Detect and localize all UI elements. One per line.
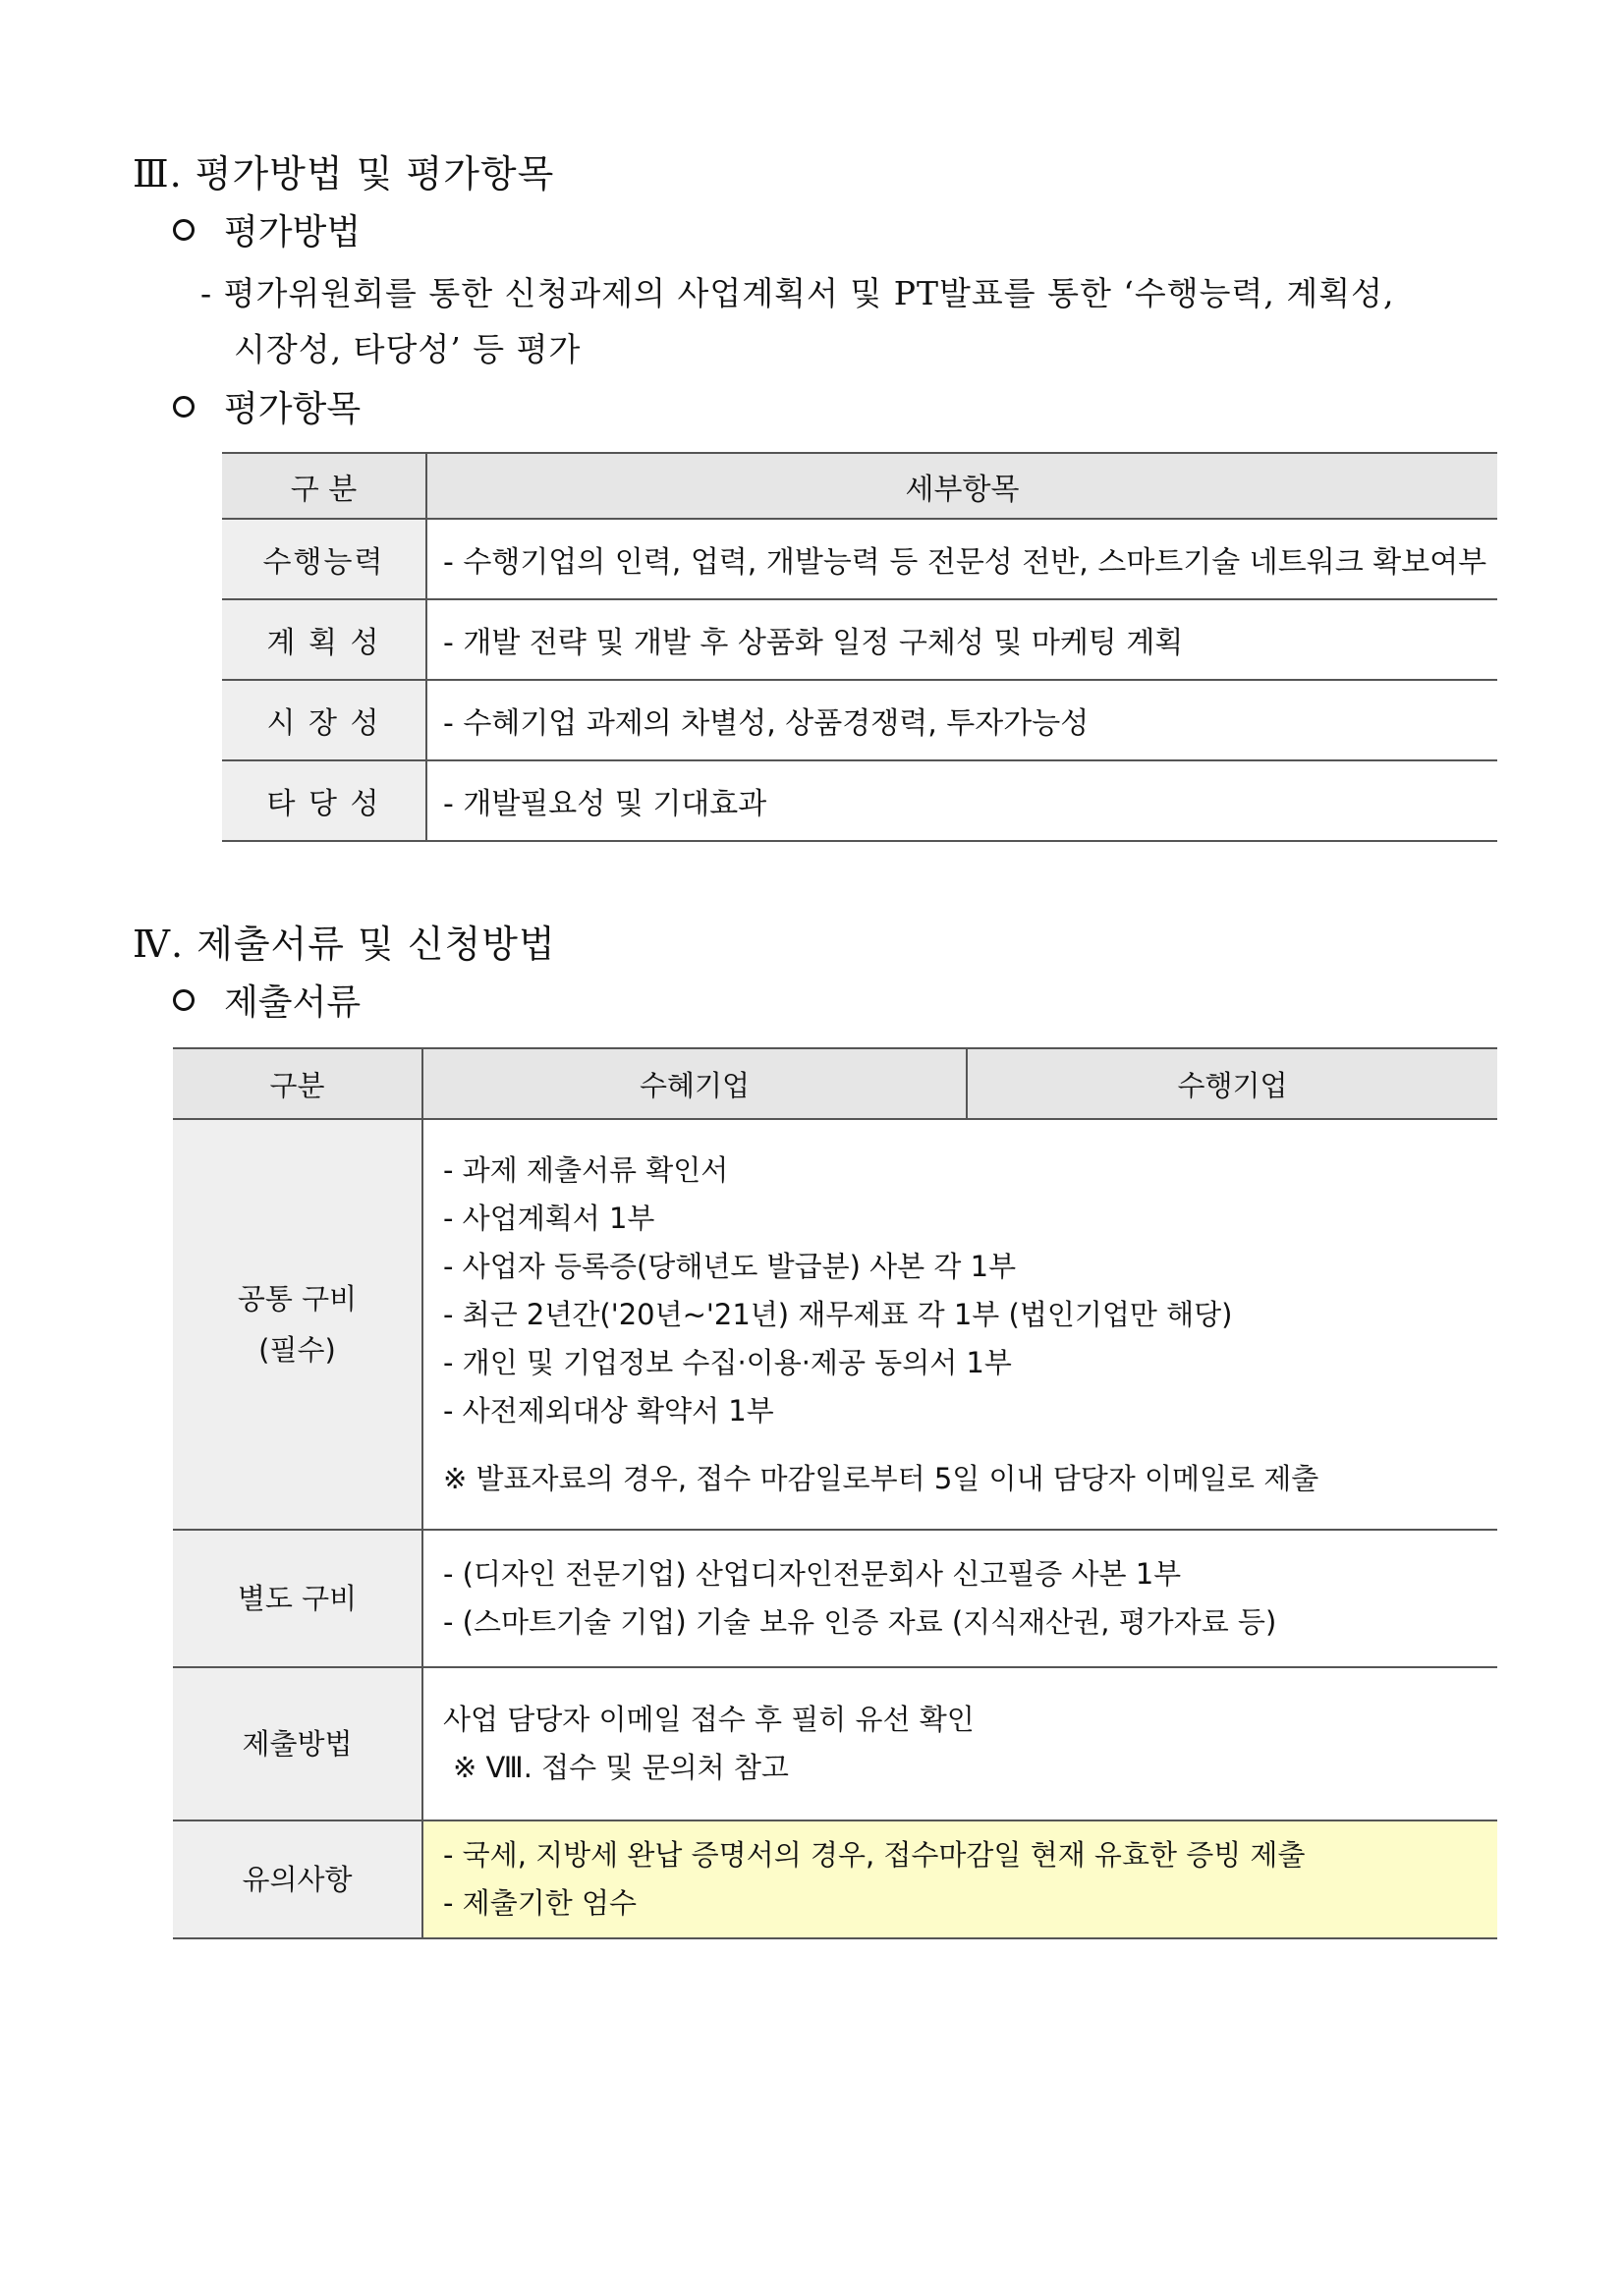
method-line-2: 시장성, 타당성’ 등 평가 <box>234 330 582 368</box>
circle-bullet-icon <box>173 219 195 241</box>
row-detail: - 개발 전략 및 개발 후 상품화 일정 구체성 및 마케팅 계획 <box>426 599 1497 680</box>
table-row <box>173 1530 1497 1667</box>
circle-bullet-icon <box>173 396 195 418</box>
table-row <box>173 1119 1497 1530</box>
table-row <box>222 519 1497 599</box>
notice-label: 유의사항 <box>173 1820 422 1938</box>
table-row <box>173 1667 1497 1820</box>
table-row <box>173 1820 1497 1938</box>
row-detail: - 수행기업의 인력, 업력, 개발능력 등 전문성 전반, 스마트기술 네트워크 확보여부 <box>426 519 1497 599</box>
common-label-line-2: (필수) <box>258 1333 336 1367</box>
row-detail: - 수혜기업 과제의 차별성, 상품경쟁력, 투자가능성 <box>426 680 1497 760</box>
section-4-title: Ⅳ. 제출서류 및 신청방법 <box>133 923 556 966</box>
notice-items <box>422 1820 1497 1938</box>
docs-heading <box>173 975 361 1025</box>
list-item: - 국세, 지방세 완납 증명서의 경우, 접수마감일 현재 유효한 증빙 제출 <box>443 1838 1306 1872</box>
items-heading <box>173 381 361 431</box>
row-label: 타 당 성 <box>222 760 426 841</box>
method-heading-label: 평가방법 <box>224 212 362 252</box>
list-item: - 과제 제출서류 확인서 <box>443 1152 729 1187</box>
list-item: - (스마트기술 기업) 기술 보유 인증 자료 (지식재산권, 평가자료 등) <box>443 1605 1277 1639</box>
method-description <box>200 265 1507 377</box>
items-heading-label: 평가항목 <box>224 389 362 429</box>
header-detail: 세부항목 <box>426 453 1497 519</box>
list-item: - (디자인 전문기업) 산업디자인전문회사 신고필증 사본 1부 <box>443 1557 1182 1591</box>
method-content <box>422 1667 1497 1820</box>
evaluation-items-table <box>222 452 1497 842</box>
method-line-1: - 평가위원회를 통한 신청과제의 사업계획서 및 PT발표를 통한 ‘수행능력, 계획성, <box>200 274 1395 312</box>
table-header-row <box>222 453 1497 519</box>
header-category: 구 분 <box>222 453 426 519</box>
list-item: - 사업자 등록증(당해년도 발급분) 사본 각 1부 <box>443 1249 1017 1283</box>
submission-documents-table <box>173 1047 1497 1939</box>
row-label: 수행능력 <box>222 519 426 599</box>
list-item: - 개인 및 기업정보 수집·이용·제공 동의서 1부 <box>443 1345 1012 1379</box>
table-row <box>222 760 1497 841</box>
table-row <box>222 599 1497 680</box>
row-label: 계 획 성 <box>222 599 426 680</box>
separate-items <box>422 1530 1497 1667</box>
table-header-row <box>173 1048 1497 1119</box>
docs-heading-label: 제출서류 <box>224 982 362 1023</box>
table-row <box>222 680 1497 760</box>
circle-bullet-icon <box>173 989 195 1011</box>
header-performer: 수행기업 <box>967 1048 1497 1119</box>
separate-label: 별도 구비 <box>173 1530 422 1667</box>
method-heading <box>173 204 361 254</box>
row-label: 시 장 성 <box>222 680 426 760</box>
common-label-line-1: 공통 구비 <box>237 1282 358 1316</box>
list-item: - 최근 2년간('20년~'21년) 재무제표 각 1부 (법인기업만 해당) <box>443 1297 1233 1331</box>
header-category: 구분 <box>173 1048 422 1119</box>
method-line-1: 사업 담당자 이메일 접수 후 필히 유선 확인 <box>443 1703 975 1736</box>
common-label <box>173 1119 422 1530</box>
list-item: - 사전제외대상 확약서 1부 <box>443 1393 774 1428</box>
header-beneficiary: 수혜기업 <box>422 1048 967 1119</box>
list-item: - 사업계획서 1부 <box>443 1201 655 1235</box>
list-item: - 제출기한 엄수 <box>443 1886 637 1920</box>
note: ※ 발표자료의 경우, 접수 마감일로부터 5일 이내 담당자 이메일로 제출 <box>443 1461 1319 1495</box>
common-items <box>422 1119 1497 1530</box>
method-label: 제출방법 <box>173 1667 422 1820</box>
section-3-title: Ⅲ. 평가방법 및 평가항목 <box>133 152 555 196</box>
row-detail: - 개발필요성 및 기대효과 <box>426 760 1497 841</box>
method-line-2: ※ Ⅷ. 접수 및 문의처 참고 <box>453 1751 789 1784</box>
